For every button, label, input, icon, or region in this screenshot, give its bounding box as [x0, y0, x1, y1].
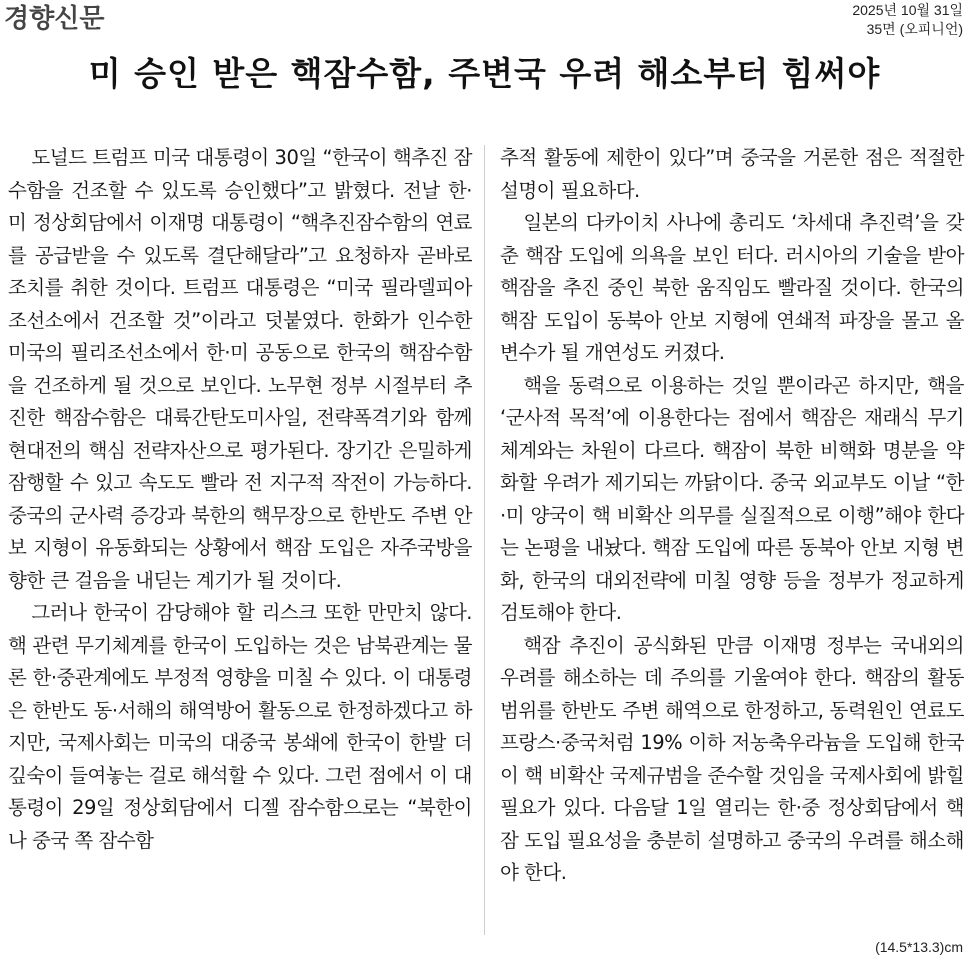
page-section: 35면 (오피니언)	[866, 21, 963, 37]
paragraph-4: 핵을 동력으로 이용하는 것일 뿐이라곤 하지만, 핵을 ‘군사적 목적’에 이용한다는 점에서 핵잠은 재래식 무기체계와는 차원이 다르다. 핵잠이 북한 비핵화 명분을 약화할 우려가 제기되는 까닭이다. 중국 외교부도 이날 “한·미 양국이 핵 비확산 의무를 실질적으로 이행”해야 한다는 논평을 내놨다. 핵잠 도입에 따른 동북아 안보 지형 변화, 한국의 대외전략에 미칠 영향 등을 정부가 정교하게 검토해야 한다.	[500, 373, 964, 624]
publication-date: 2025년 10월 31일	[852, 2, 963, 18]
article-headline: 미 승인 받은 핵잠수함, 주변국 우려 해소부터 힘써야	[88, 54, 881, 93]
paragraph-2: 그러나 한국이 감당해야 할 리스크 또한 만만치 않다. 핵 관련 무기체계를 한국이 도입하는 것은 남북관계는 물론 한·중관계에도 부정적 영향을 미칠 수 있다. 이 대통령은 한반도 동·서해의 해역방어 활동으로 한정하겠다고 하지만, 국제사회는 미국의 대중국 봉쇄에 한국이 한발 더 깊숙이 들여놓는 걸로 해석할 수 있다. 그런 점에서 이 대통령이 29일 정상회담에서 디젤 잠수함으로는 “북한이나 중국 쪽 잠수함	[8, 601, 472, 852]
clipping-size-note: (14.5*13.3)cm	[875, 939, 963, 955]
paragraph-2-continued: 추적 활동에 제한이 있다”며 중국을 거론한 점은 적절한 설명이 필요하다.	[500, 146, 964, 202]
article-column-right	[500, 142, 964, 890]
publication-meta	[852, 1, 963, 39]
paragraph-5: 핵잠 추진이 공식화된 만큼 이재명 정부는 국내외의 우려를 해소하는 데 주의를 기울여야 한다. 핵잠의 활동 범위를 한반도 주변 해역으로 한정하고, 동력원인 연료도 프랑스·중국처럼 19% 이하 저농축우라늄을 도입해 한국이 핵 비확산 국제규범을 준수할 것임을 국제사회에 밝힐 필요가 있다. 다음달 1일 열리는 한·중 정상회담에서 핵잠 도입 필요성을 충분히 설명하고 중국의 우려를 해소해야 한다.	[500, 633, 964, 884]
article-column-left	[8, 142, 472, 857]
column-divider	[484, 145, 485, 935]
newspaper-masthead: 경향신문	[4, 4, 105, 34]
paragraph-3: 일본의 다카이치 사나에 총리도 ‘차세대 추진력’을 갖춘 핵잠 도입에 의욕을 보인 터다. 러시아의 기술을 받아 핵잠을 추진 중인 북한 움직임도 빨라질 것이다. 한국의 핵잠 도입이 동북아 안보 지형에 연쇄적 파장을 몰고 올 변수가 될 개연성도 커졌다.	[500, 211, 964, 364]
paragraph-1: 도널드 트럼프 미국 대통령이 30일 “한국이 핵추진 잠수함을 건조할 수 있도록 승인했다”고 밝혔다. 전날 한·미 정상회담에서 이재명 대통령이 “핵추진잠수함의 연료를 공급받을 수 있도록 결단해달라”고 요청하자 곧바로 조치를 취한 것이다. 트럼프 대통령은 “미국 필라델피아 조선소에서 건조할 것”이라고 덧붙였다. 한화가 인수한 미국의 필리조선소에서 한·미 공동으로 한국의 핵잠수함을 건조하게 될 것으로 보인다. 노무현 정부 시절부터 추진한 핵잠수함은 대륙간탄도미사일, 전략폭격기와 함께 현대전의 핵심 전략자산으로 평가된다. 장기간 은밀하게 잠행할 수 있고 속도도 빨라 전 지구적 작전이 가능하다. 중국의 군사력 증강과 북한의 핵무장으로 한반도 주변 안보 지형이 유동화되는 상황에서 핵잠 도입은 자주국방을 향한 큰 걸음을 내딛는 계기가 될 것이다.	[8, 146, 472, 592]
